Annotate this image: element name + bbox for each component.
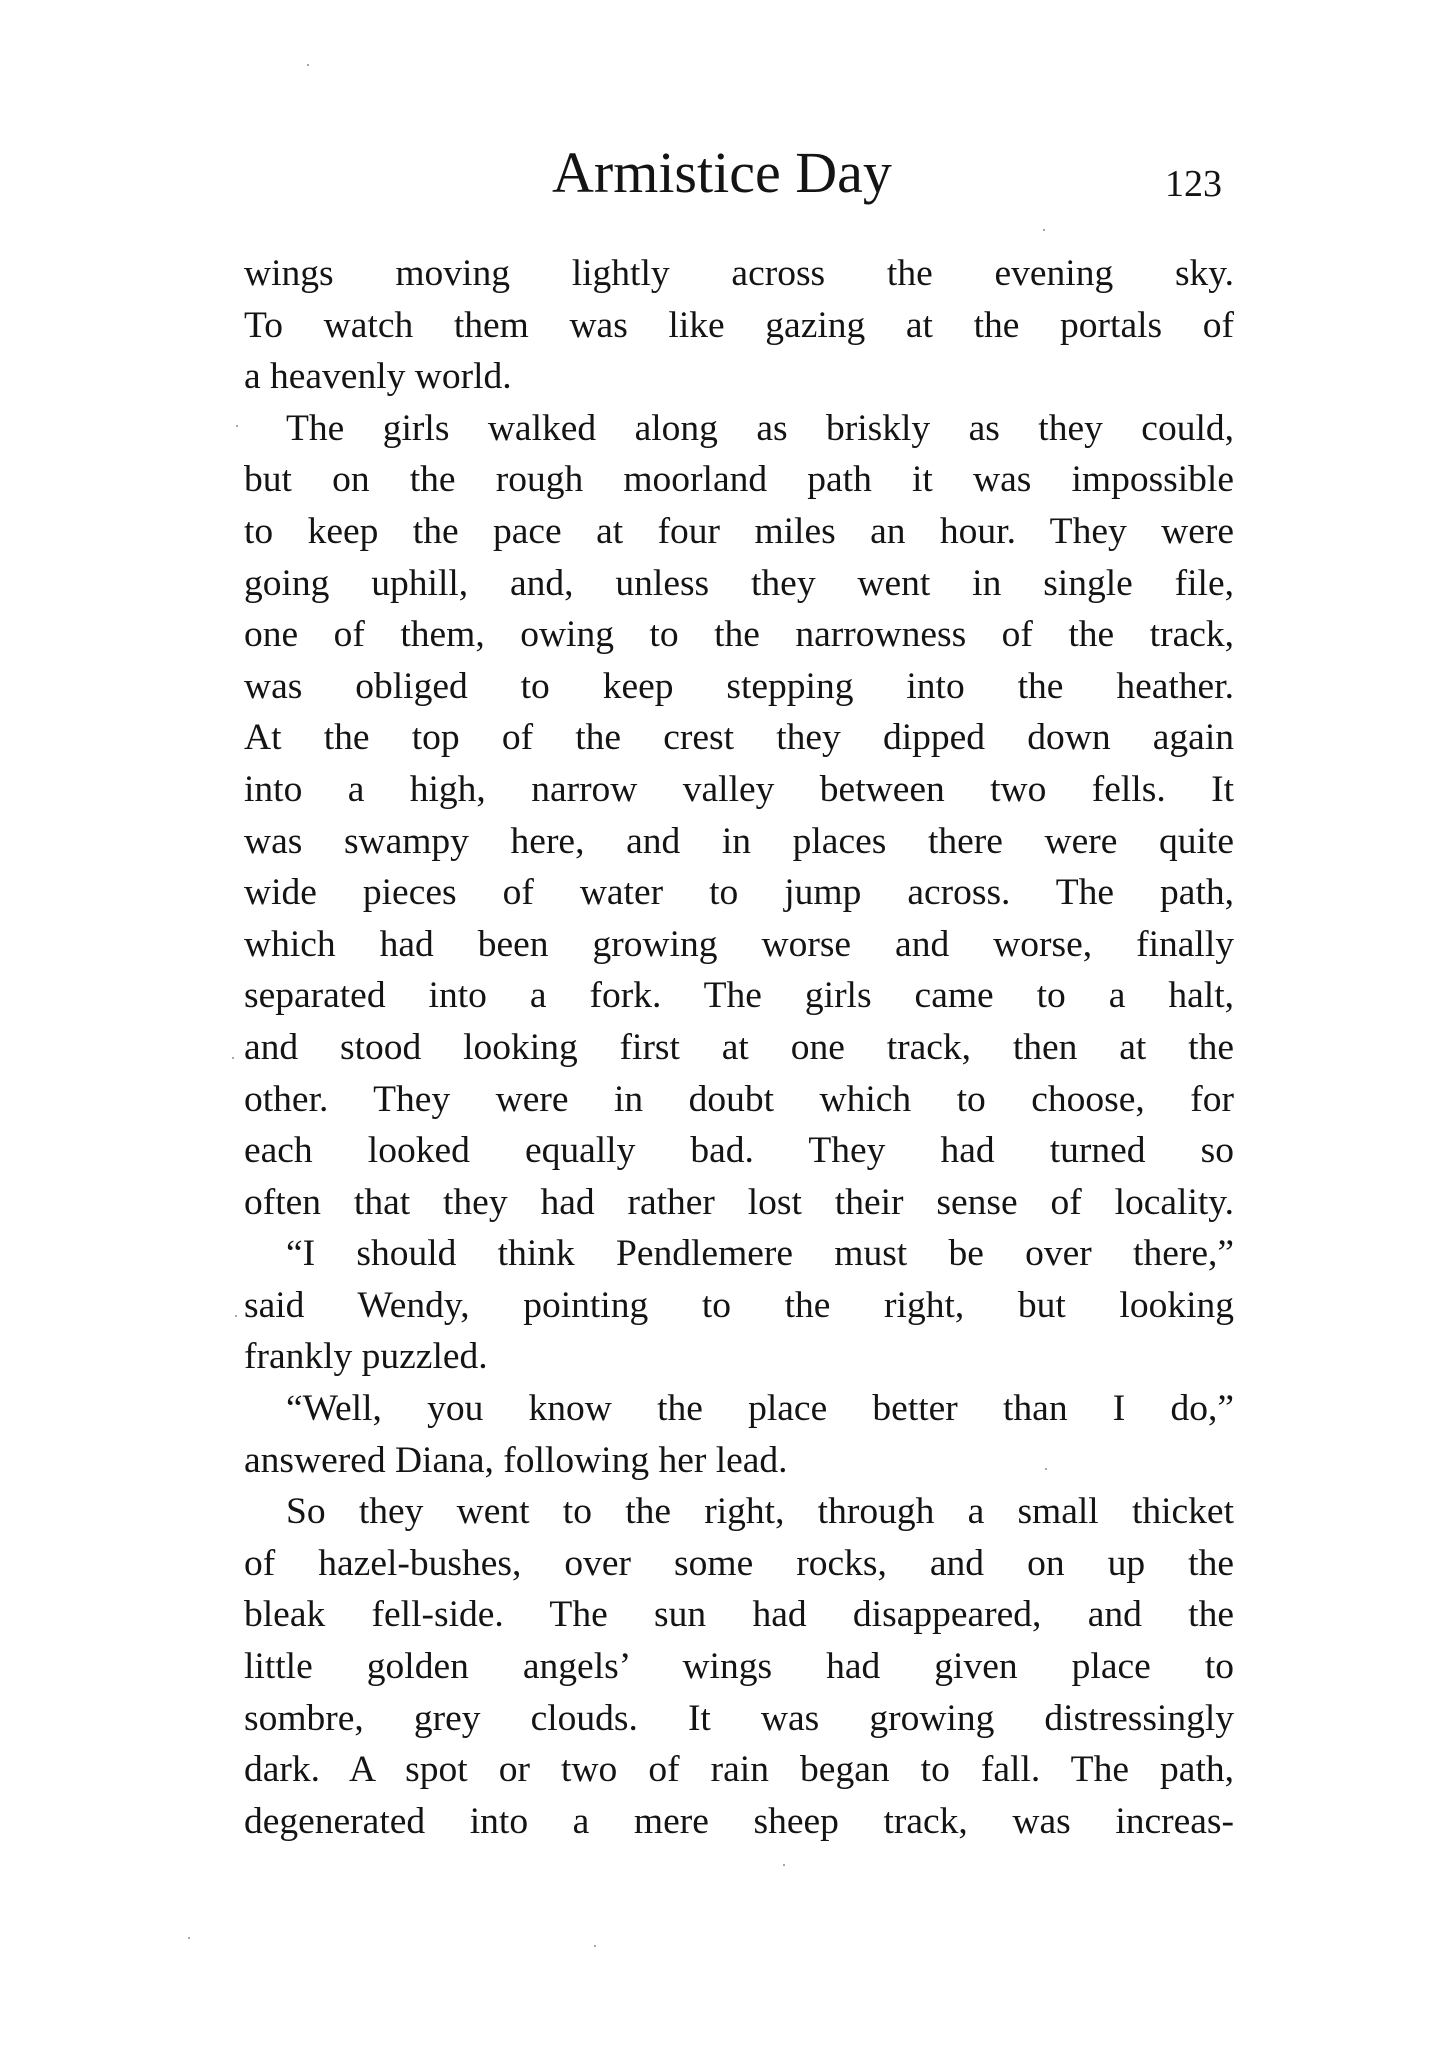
text-line: of hazel-bushes, over some rocks, and on up the (244, 1542, 1234, 1584)
body-text (244, 248, 1234, 1847)
scan-speck (235, 1315, 237, 1317)
text-line: but on the rough moorland path it was impossible (244, 459, 1234, 501)
text-line: often that they had rather lost their sense of locality. (244, 1181, 1234, 1223)
text-line: each looked equally bad. They had turned so (244, 1130, 1234, 1172)
text-line: So they went to the right, through a small thicket (286, 1491, 1234, 1533)
text-line: separated into a fork. The girls came to a halt, (244, 975, 1234, 1017)
text-line: wide pieces of water to jump across. The path, (244, 872, 1234, 914)
text-line: into a high, narrow valley between two fells. It (244, 768, 1234, 810)
text-line: answered Diana, following her lead. (244, 1439, 788, 1481)
text-line: a heavenly world. (244, 356, 512, 398)
scan-speck (236, 425, 238, 427)
text-line: going uphill, and, unless they went in single file, (244, 562, 1234, 604)
text-line: degenerated into a mere sheep track, was increas- (244, 1800, 1234, 1842)
text-line: other. They were in doubt which to choose, for (244, 1078, 1234, 1120)
scan-speck (783, 1864, 785, 1866)
text-line: To watch them was like gazing at the portals of (244, 304, 1234, 346)
scan-speck (594, 1945, 596, 1947)
text-line: to keep the pace at four miles an hour. They were (244, 510, 1234, 552)
text-line: said Wendy, pointing to the right, but looking (244, 1284, 1234, 1326)
text-line: was swampy here, and in places there were quite (244, 820, 1234, 862)
text-line: The girls walked along as briskly as they could, (286, 407, 1234, 449)
chapter-title: Armistice Day (552, 140, 892, 205)
text-line: “Well, you know the place better than I do,” (286, 1388, 1234, 1430)
scan-speck (232, 1057, 234, 1059)
scan-speck (1045, 1468, 1047, 1470)
text-line: was obliged to keep stepping into the heather. (244, 665, 1234, 707)
text-line: and stood looking first at one track, then at the (244, 1026, 1234, 1068)
page-number: 123 (1165, 163, 1222, 205)
text-line: one of them, owing to the narrowness of the track, (244, 614, 1234, 656)
text-line: sombre, grey clouds. It was growing distressingly (244, 1697, 1234, 1739)
text-line: frankly puzzled. (244, 1336, 488, 1378)
scan-speck (1043, 229, 1045, 231)
running-header (240, 138, 1230, 228)
text-line: “I should think Pendlemere must be over there,” (286, 1233, 1234, 1275)
text-line: which had been growing worse and worse, finally (244, 923, 1234, 965)
text-line: bleak fell-side. The sun had disappeared, and the (244, 1594, 1234, 1636)
text-line: At the top of the crest they dipped down again (244, 717, 1234, 759)
scan-speck (188, 1937, 190, 1939)
text-line: wings moving lightly across the evening sky. (244, 253, 1234, 294)
text-line: dark. A spot or two of rain began to fall. The path, (244, 1749, 1234, 1791)
text-line: little golden angels’ wings had given place to (244, 1646, 1234, 1688)
scan-speck (307, 64, 309, 66)
